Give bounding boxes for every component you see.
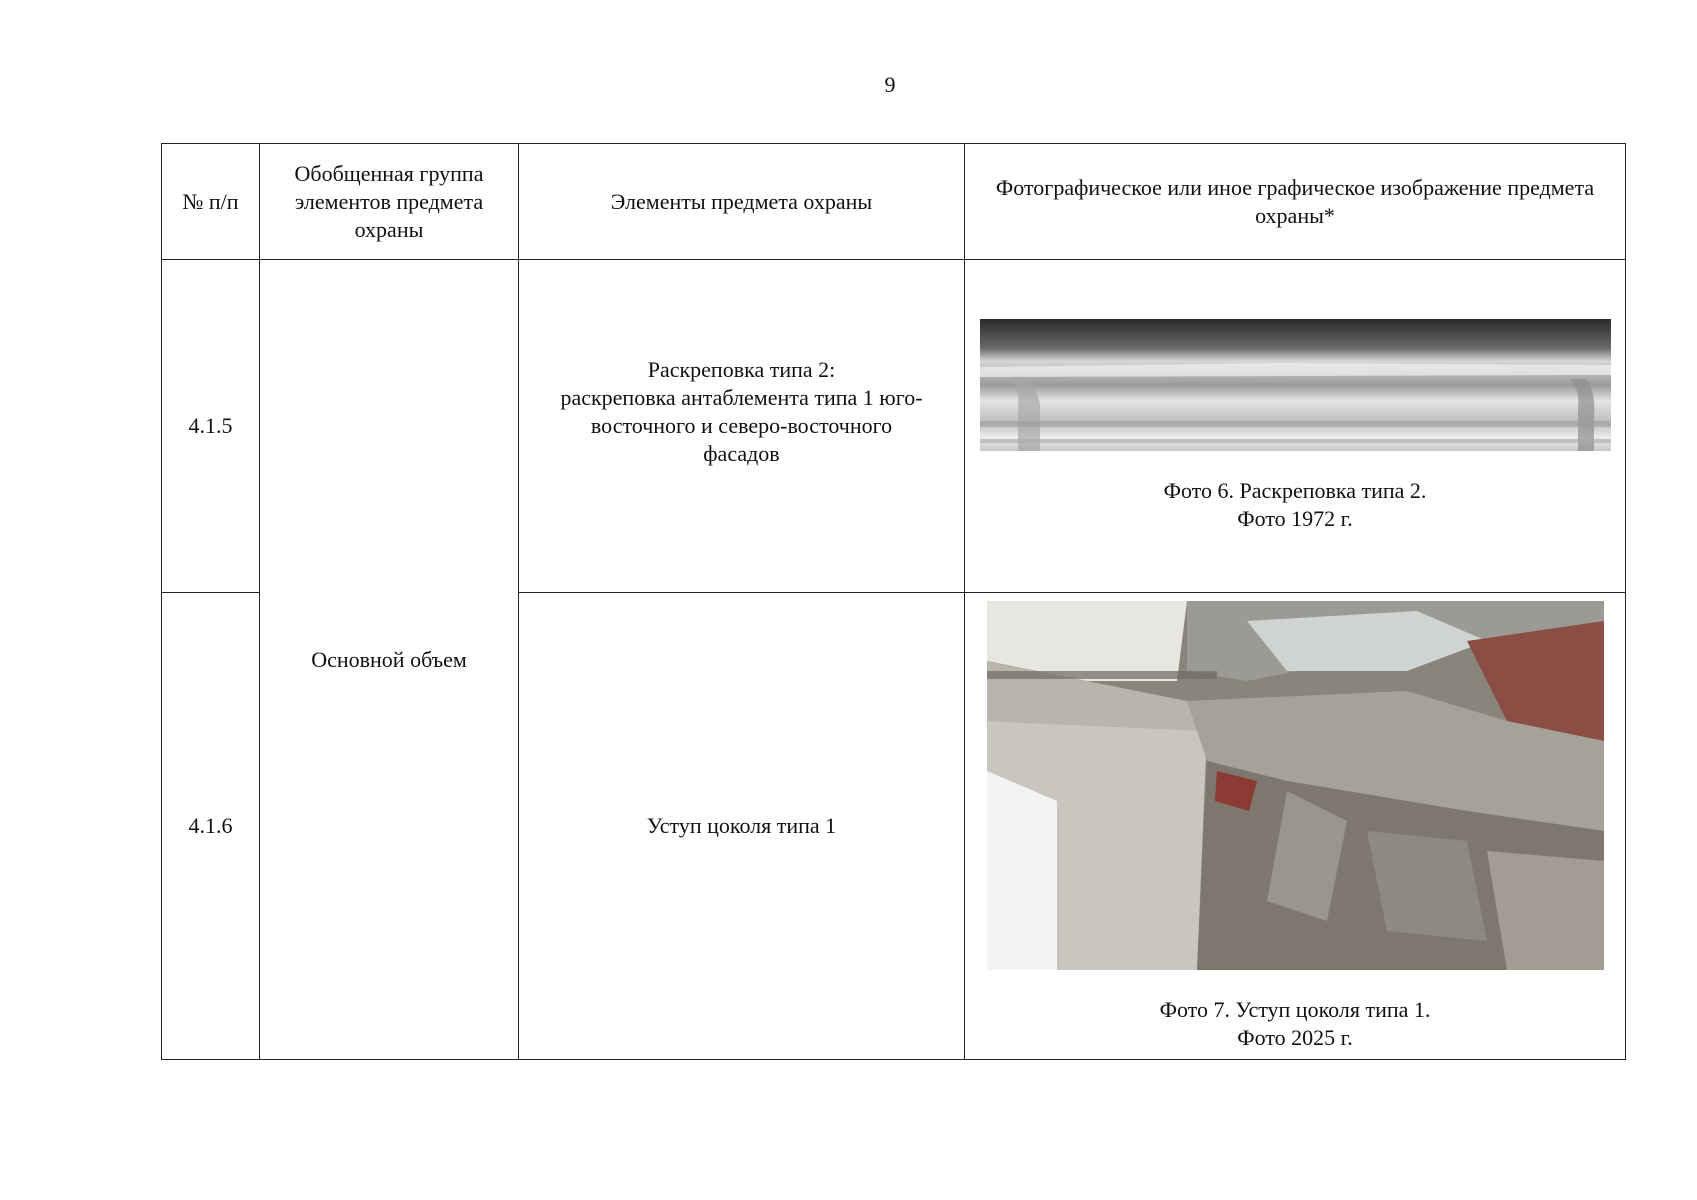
header-number: № п/п — [162, 144, 260, 260]
page-number: 9 — [884, 72, 896, 97]
group-value: Основной объем — [311, 646, 467, 672]
header-elements: Элементы предмета охраны — [519, 144, 965, 260]
row-number: 4.1.6 — [162, 593, 260, 1060]
element-line: Уступ цоколя типа 1 — [646, 813, 837, 838]
element-line: восточного и северо-восточного — [590, 413, 893, 438]
element-description — [519, 593, 965, 1060]
caption-line: Фото 1972 г. — [1237, 506, 1353, 531]
cornice-photo-icon — [980, 319, 1611, 451]
caption-line: Фото 7. Уступ цоколя типа 1. — [1159, 997, 1431, 1022]
photo-caption — [1164, 477, 1427, 533]
protection-elements-table — [161, 143, 1626, 1060]
table-header-row — [162, 144, 1626, 260]
group-cell — [260, 260, 519, 1060]
image-cell — [965, 260, 1626, 593]
header-image: Фотографическое или иное графическое изображение предмета охраны* — [965, 144, 1626, 260]
element-line: Раскреповка типа 2: — [647, 357, 836, 382]
caption-line: Фото 2025 г. — [1237, 1025, 1353, 1050]
image-cell — [965, 593, 1626, 1060]
photo-caption — [1160, 996, 1431, 1052]
element-description — [519, 260, 965, 593]
caption-line: Фото 6. Раскреповка типа 2. — [1163, 478, 1427, 503]
element-line: фасадов — [703, 441, 780, 466]
stone-plinth-photo-icon — [987, 601, 1604, 970]
table-row — [162, 260, 1626, 593]
header-group: Обобщенная группа элементов предмета охраны — [260, 144, 519, 260]
row-number: 4.1.5 — [162, 260, 260, 593]
element-line: раскреповка антаблемента типа 1 юго- — [560, 385, 923, 410]
